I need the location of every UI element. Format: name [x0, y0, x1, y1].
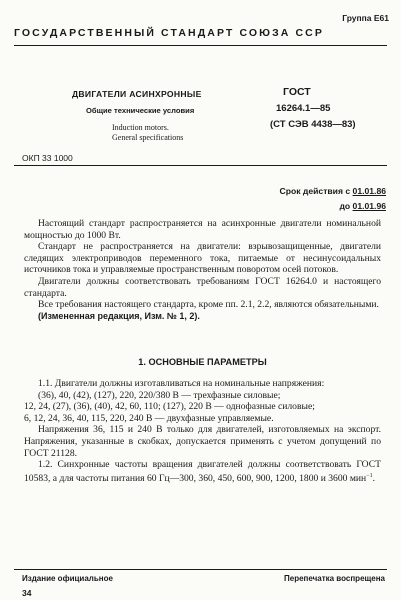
- validity-to-date: 01.01.96: [352, 201, 386, 211]
- group-code: Группа Е61: [342, 13, 389, 23]
- state-standard-heading: ГОСУДАРСТВЕННЫЙ СТАНДАРТ СОЮЗА ССР: [14, 27, 324, 39]
- footer-divider: [14, 569, 387, 570]
- intro-paragraph: Все требования настоящего стандарта, кроме пп. 2.1, 2.2, являются обязательными.: [38, 299, 379, 311]
- unit-exponent: −1: [366, 472, 373, 479]
- validity-from-label: Срок действия с: [279, 186, 351, 196]
- parameter-paragraph: 1.1. Двигатели должны изготавливаться на номинальные напряжения:: [38, 378, 325, 389]
- gost-number: 16264.1—85: [276, 103, 331, 114]
- sentence-end: .: [372, 472, 375, 484]
- page-number: 34: [22, 588, 32, 598]
- header-divider: [14, 45, 387, 46]
- gost-label: ГОСТ: [283, 86, 311, 98]
- intro-paragraph: Стандарт не распространяется на двигатели: взрывозащищенные, двигатели следящих электроприводов переменного тока, питаемые от несинусоидальных источников тока и управляемые пространственным поворотом осей потоков.: [24, 241, 381, 276]
- english-title-line-1: Induction motors.: [112, 123, 169, 132]
- document-title: ДВИГАТЕЛИ АСИНХРОННЫЕ: [72, 89, 202, 99]
- validity-period: [280, 184, 387, 214]
- frequency-text: 1.2. Синхронные частоты вращения двигателей должны соответствовать ГОСТ 10583, а для частоты питания 60 Гц—300, 360, 450, 600, 900, 1200, 1800 и 3600 мин: [24, 459, 381, 484]
- validity-from-date: 01.01.86: [352, 186, 386, 196]
- voltage-list-item: (36), 40, (42), (127), 220, 220/380 В — трехфазные силовые;: [38, 389, 281, 401]
- voltage-list-item: 6, 12, 24, 36, 40, 115, 220, 240 В — двухфазные управляемые.: [24, 412, 274, 424]
- english-title-line-2: General specifications: [112, 133, 184, 142]
- official-edition-label: Издание официальное: [22, 574, 113, 583]
- document-subtitle: Общие технические условия: [86, 106, 195, 115]
- parameters-text: [24, 378, 381, 485]
- amendment-note: (Измененная редакция, Изм. № 1, 2).: [38, 310, 200, 321]
- intro-paragraph: Настоящий стандарт распространяется на асинхронные двигатели номинальной мощностью до 1000 Вт.: [24, 218, 381, 241]
- st-sev-number: (СТ СЭВ 4438—83): [270, 119, 356, 130]
- intro-text: [24, 218, 381, 322]
- validity-to-label: до: [339, 201, 351, 211]
- parameter-paragraph: Напряжения 36, 115 и 240 В только для двигателей, изготовляемых на экспорт. Напряжения, указанные в скобках, допускается применять с учетом допущений по ГОСТ 21128.: [24, 424, 381, 459]
- okp-code: ОКП 33 1000: [22, 153, 73, 163]
- reprint-prohibited-label: Перепечатка воспрещена: [284, 574, 385, 583]
- intro-paragraph: Двигатели должны соответствовать требованиям ГОСТ 16264.0 и настоящего стандарта.: [24, 275, 381, 299]
- parameter-paragraph: [24, 459, 381, 484]
- voltage-list-item: 12, 24, (27), (36), (40), 42, 60, 110; (127), 220 В — однофазные силовые;: [24, 401, 315, 413]
- okp-divider: [14, 165, 387, 166]
- section-title: 1. ОСНОВНЫЕ ПАРАМЕТРЫ: [138, 357, 267, 367]
